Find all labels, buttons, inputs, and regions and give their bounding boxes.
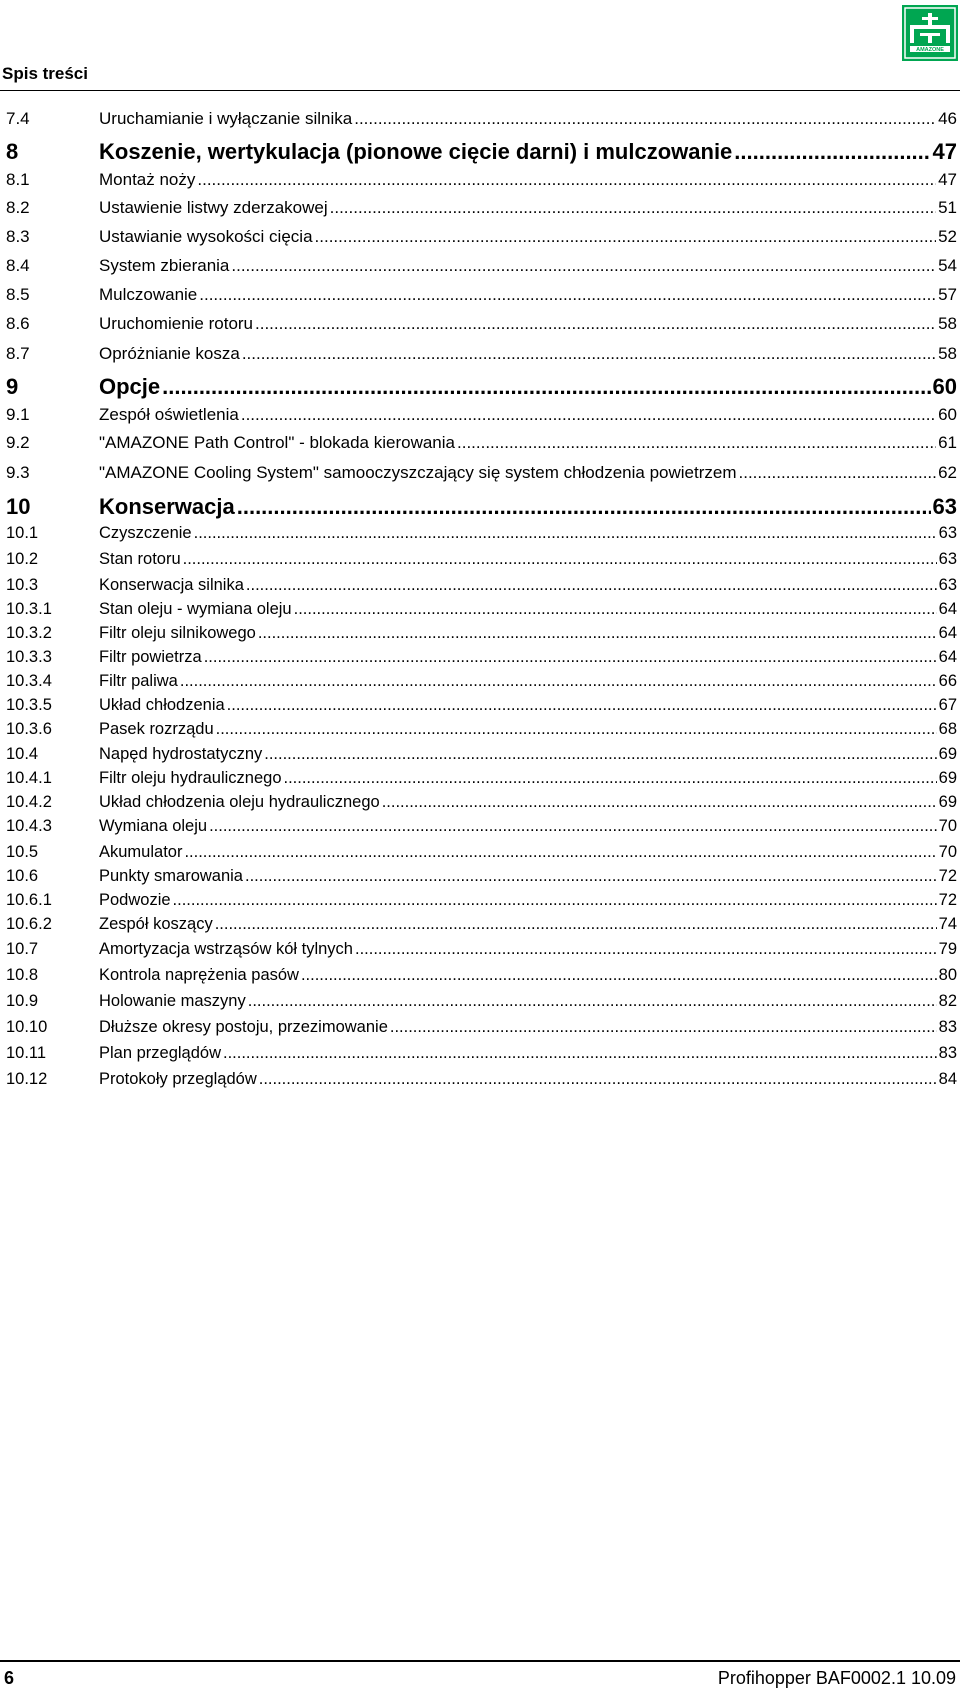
toc-title: Podwozie — [99, 891, 171, 909]
toc-dot-leader — [237, 494, 931, 520]
toc-entry — [99, 405, 957, 425]
toc-number: 10.9 — [6, 992, 39, 1010]
toc-dot-leader — [231, 256, 936, 276]
toc-number: 10.6.1 — [6, 891, 52, 909]
toc-page-number: 83 — [938, 1044, 957, 1062]
toc-row[interactable] — [0, 374, 960, 400]
toc-row[interactable] — [0, 745, 960, 771]
toc-title: System zbierania — [99, 256, 230, 275]
header-rule — [0, 90, 960, 91]
toc-entry — [99, 285, 957, 305]
toc-page-number: 46 — [938, 109, 957, 128]
toc-row[interactable] — [0, 227, 960, 253]
toc-dot-leader — [315, 227, 937, 247]
toc-page-number: 74 — [938, 915, 957, 933]
toc-page-number: 51 — [938, 198, 957, 217]
footer-document-reference: Profihopper BAF0002.1 10.09 — [717, 1668, 956, 1688]
footer-rule — [0, 1660, 960, 1662]
toc-entry — [99, 170, 957, 190]
toc-title: Kontrola naprężenia pasów — [99, 966, 299, 984]
toc-page-number: 63 — [938, 576, 957, 594]
toc-entry — [99, 624, 957, 643]
toc-page-number: 82 — [938, 992, 957, 1010]
toc-title: Filtr oleju silnikowego — [99, 624, 256, 642]
footer-page-number: 6 — [4, 1668, 15, 1688]
toc-dot-leader — [390, 1018, 937, 1037]
toc-entry — [99, 915, 957, 934]
toc-row[interactable] — [0, 285, 960, 311]
toc-number: 10.8 — [6, 966, 39, 984]
toc-entry — [99, 109, 957, 129]
toc-number: 8.5 — [6, 285, 30, 304]
toc-dot-leader — [173, 891, 937, 910]
toc-row[interactable] — [0, 524, 960, 550]
toc-row[interactable] — [0, 843, 960, 869]
toc-dot-leader — [355, 940, 937, 959]
toc-page-number: 58 — [938, 314, 957, 333]
toc-title: Stan rotoru — [99, 550, 181, 568]
toc-title: Holowanie maszyny — [99, 992, 246, 1010]
toc-entry — [99, 344, 957, 364]
toc-dot-leader — [194, 524, 937, 543]
toc-page-number: 47 — [938, 170, 957, 189]
toc-entry — [99, 433, 957, 453]
toc-row[interactable] — [0, 891, 960, 917]
toc-number: 10.3.4 — [6, 672, 52, 690]
toc-row[interactable] — [0, 314, 960, 340]
toc-page-number: 47 — [932, 139, 957, 164]
toc-title: Konserwacja — [99, 494, 235, 519]
toc-entry — [99, 720, 957, 739]
toc-number: 8 — [6, 139, 19, 164]
toc-title: Układ chłodzenia — [99, 696, 225, 714]
toc-page-number: 64 — [938, 624, 957, 642]
toc-title: "AMAZONE Path Control" - blokada kierowania — [99, 433, 455, 452]
toc-entry — [99, 524, 957, 543]
toc-entry — [99, 463, 957, 483]
toc-page-number: 84 — [938, 1070, 957, 1088]
toc-entry — [99, 817, 957, 836]
toc-row[interactable] — [0, 463, 960, 489]
toc-number: 10.1 — [6, 524, 39, 542]
toc-dot-leader — [255, 314, 936, 334]
toc-entry — [99, 1018, 957, 1037]
toc-page-number: 63 — [938, 524, 957, 542]
toc-page-number: 64 — [938, 600, 957, 618]
toc-number: 8.2 — [6, 198, 30, 217]
toc-row[interactable] — [0, 672, 960, 698]
toc-title: Mulczowanie — [99, 285, 198, 304]
toc-number: 8.1 — [6, 170, 30, 189]
toc-entry — [99, 891, 957, 910]
toc-dot-leader — [180, 672, 937, 691]
toc-entry — [99, 867, 957, 886]
toc-entry — [99, 227, 957, 247]
toc-dot-leader — [294, 600, 937, 619]
toc-row[interactable] — [0, 1070, 960, 1096]
toc-page-number: 64 — [938, 648, 957, 666]
toc-title: Plan przeglądów — [99, 1044, 221, 1062]
toc-title: Ustawienie listwy zderzakowej — [99, 198, 328, 217]
toc-row[interactable] — [0, 720, 960, 746]
toc-entry — [99, 648, 957, 667]
toc-dot-leader — [183, 550, 937, 569]
toc-dot-leader — [301, 966, 937, 985]
toc-dot-leader — [223, 1044, 937, 1063]
toc-page-number: 60 — [938, 405, 957, 424]
toc-row[interactable] — [0, 433, 960, 459]
toc-number: 10.3.6 — [6, 720, 52, 738]
toc-title: Zespół oświetlenia — [99, 405, 239, 424]
toc-number: 9.2 — [6, 433, 30, 452]
toc-title: Uruchamianie i wyłączanie silnika — [99, 109, 353, 128]
toc-dot-leader — [184, 843, 936, 862]
page-header-title: Spis treści — [2, 64, 88, 83]
toc-number: 10.6.2 — [6, 915, 52, 933]
toc-dot-leader — [382, 793, 937, 812]
toc-page-number: 70 — [938, 817, 957, 835]
toc-number: 8.3 — [6, 227, 30, 246]
toc-row[interactable] — [0, 256, 960, 282]
toc-dot-leader — [330, 198, 936, 218]
toc-title: Zespół koszący — [99, 915, 213, 933]
toc-page-number: 69 — [938, 793, 957, 811]
toc-row[interactable] — [0, 867, 960, 893]
toc-dot-leader — [354, 109, 936, 129]
toc-title: Napęd hydrostatyczny — [99, 745, 263, 763]
toc-title: Stan oleju - wymiana oleju — [99, 600, 292, 618]
toc-dot-leader — [248, 992, 937, 1011]
toc-entry — [99, 745, 957, 764]
toc-page-number: 52 — [938, 227, 957, 246]
toc-dot-leader — [209, 817, 937, 836]
toc-number: 10.2 — [6, 550, 39, 568]
toc-page-number: 72 — [938, 891, 957, 909]
toc-row[interactable] — [0, 915, 960, 941]
toc-title: Protokoły przeglądów — [99, 1070, 257, 1088]
toc-row[interactable] — [0, 170, 960, 196]
toc-dot-leader — [162, 374, 930, 400]
toc-number: 10.7 — [6, 940, 39, 958]
toc-row[interactable] — [0, 817, 960, 843]
toc-number: 10.6 — [6, 867, 39, 885]
toc-number: 10.3.3 — [6, 648, 52, 666]
toc-dot-leader — [197, 170, 936, 190]
toc-title: Montaż noży — [99, 170, 196, 189]
toc-title: Wymiana oleju — [99, 817, 208, 835]
svg-text:AMAZONE: AMAZONE — [916, 47, 944, 53]
toc-number: 10.4.1 — [6, 769, 52, 787]
toc-row[interactable] — [0, 769, 960, 795]
toc-dot-leader — [241, 405, 936, 425]
toc-number: 10.10 — [6, 1018, 48, 1036]
toc-entry — [99, 256, 957, 276]
toc-title: Konserwacja silnika — [99, 576, 244, 594]
toc-entry — [99, 672, 957, 691]
toc-row[interactable] — [0, 966, 960, 992]
toc-page-number: 60 — [932, 374, 957, 399]
toc-number: 8.7 — [6, 344, 30, 363]
toc-entry — [99, 576, 957, 595]
toc-page-number: 83 — [938, 1018, 957, 1036]
toc-entry — [99, 550, 957, 569]
toc-page-number: 70 — [938, 843, 957, 861]
toc-row[interactable] — [0, 648, 960, 674]
toc-title: Pasek rozrządu — [99, 720, 214, 738]
toc-number: 10 — [6, 494, 31, 519]
toc-dot-leader — [457, 433, 936, 453]
toc-dot-leader — [258, 624, 937, 643]
toc-entry — [99, 992, 957, 1011]
toc-number: 10.12 — [6, 1070, 48, 1088]
toc-entry — [99, 198, 957, 218]
toc-page-number: 72 — [938, 867, 957, 885]
toc-entry — [99, 1070, 957, 1089]
amazone-logo-icon — [902, 5, 958, 61]
toc-title: Dłuższe okresy postoju, przezimowanie — [99, 1018, 388, 1036]
toc-dot-leader — [204, 648, 937, 667]
toc-entry — [99, 494, 957, 520]
toc-number: 10.5 — [6, 843, 39, 861]
toc-row[interactable] — [0, 696, 960, 722]
toc-number: 9 — [6, 374, 19, 399]
toc-entry — [99, 374, 957, 400]
toc-row[interactable] — [0, 992, 960, 1018]
toc-title: Czyszczenie — [99, 524, 192, 542]
toc-entry — [99, 314, 957, 334]
toc-page-number: 54 — [938, 256, 957, 275]
toc-page-number: 63 — [932, 494, 957, 519]
toc-number: 10.3.1 — [6, 600, 52, 618]
toc-row[interactable] — [0, 494, 960, 520]
toc-title: Amortyzacja wstrząsów kół tylnych — [99, 940, 353, 958]
toc-number: 8.4 — [6, 256, 30, 275]
toc-number: 10.4 — [6, 745, 39, 763]
toc-entry — [99, 600, 957, 619]
toc-title: "AMAZONE Cooling System" samooczyszczający się system chłodzenia powietrzem — [99, 463, 737, 482]
toc-dot-leader — [215, 915, 937, 934]
toc-title: Akumulator — [99, 843, 183, 861]
toc-dot-leader — [216, 720, 937, 739]
toc-number: 8.6 — [6, 314, 30, 333]
toc-title: Punkty smarowania — [99, 867, 243, 885]
toc-title: Filtr oleju hydraulicznego — [99, 769, 282, 787]
toc-dot-leader — [259, 1070, 937, 1089]
toc-title: Uruchomienie rotoru — [99, 314, 254, 333]
toc-row[interactable] — [0, 624, 960, 650]
toc-number: 10.4.2 — [6, 793, 52, 811]
toc-title: Koszenie, wertykulacja (pionowe cięcie darni) i mulczowanie — [99, 139, 733, 164]
toc-row[interactable] — [0, 1018, 960, 1044]
toc-row[interactable] — [0, 139, 960, 165]
toc-number: 10.3.2 — [6, 624, 52, 642]
toc-dot-leader — [246, 576, 937, 595]
toc-page-number: 69 — [938, 769, 957, 787]
toc-page-number: 63 — [938, 550, 957, 568]
toc-page-number: 61 — [938, 433, 957, 452]
toc-page-number: 68 — [938, 720, 957, 738]
toc-row[interactable] — [0, 550, 960, 576]
toc-entry — [99, 940, 957, 959]
toc-entry — [99, 1044, 957, 1063]
toc-entry — [99, 793, 957, 812]
toc-number: 10.3.5 — [6, 696, 52, 714]
toc-number: 10.3 — [6, 576, 39, 594]
toc-page-number: 80 — [938, 966, 957, 984]
toc-page-number: 62 — [938, 463, 957, 482]
toc-entry — [99, 843, 957, 862]
toc-dot-leader — [734, 139, 930, 165]
toc-page-number: 79 — [938, 940, 957, 958]
toc-title: Ustawianie wysokości cięcia — [99, 227, 313, 246]
toc-title: Filtr powietrza — [99, 648, 202, 666]
toc-page-number: 69 — [938, 745, 957, 763]
toc-title: Opcje — [99, 374, 161, 399]
toc-row[interactable] — [0, 940, 960, 966]
toc-dot-leader — [284, 769, 937, 788]
toc-entry — [99, 769, 957, 788]
toc-entry — [99, 966, 957, 985]
toc-row[interactable] — [0, 109, 960, 135]
toc-title: Układ chłodzenia oleju hydraulicznego — [99, 793, 380, 811]
amazone-logo — [902, 5, 958, 61]
toc-number: 7.4 — [6, 109, 30, 128]
toc-title: Opróżnianie kosza — [99, 344, 240, 363]
toc-number: 10.11 — [6, 1044, 47, 1062]
toc-page-number: 57 — [938, 285, 957, 304]
toc-number: 10.4.3 — [6, 817, 52, 835]
toc-row[interactable] — [0, 1044, 960, 1070]
toc-entry — [99, 696, 957, 715]
toc-number: 9.1 — [6, 405, 30, 424]
toc-dot-leader — [739, 463, 937, 483]
toc-row[interactable] — [0, 198, 960, 224]
toc-number: 9.3 — [6, 463, 30, 482]
toc-dot-leader — [245, 867, 937, 886]
toc-row[interactable] — [0, 344, 960, 370]
toc-row[interactable] — [0, 600, 960, 626]
toc-title: Filtr paliwa — [99, 672, 178, 690]
toc-dot-leader — [264, 745, 936, 764]
toc-page-number: 66 — [938, 672, 957, 690]
toc-page-number: 58 — [938, 344, 957, 363]
toc-dot-leader — [199, 285, 936, 305]
toc-dot-leader — [227, 696, 937, 715]
toc-entry — [99, 139, 957, 165]
toc-row[interactable] — [0, 405, 960, 431]
toc-row[interactable] — [0, 793, 960, 819]
toc-row[interactable] — [0, 576, 960, 602]
toc-page-number: 67 — [938, 696, 957, 714]
toc-dot-leader — [242, 344, 936, 364]
